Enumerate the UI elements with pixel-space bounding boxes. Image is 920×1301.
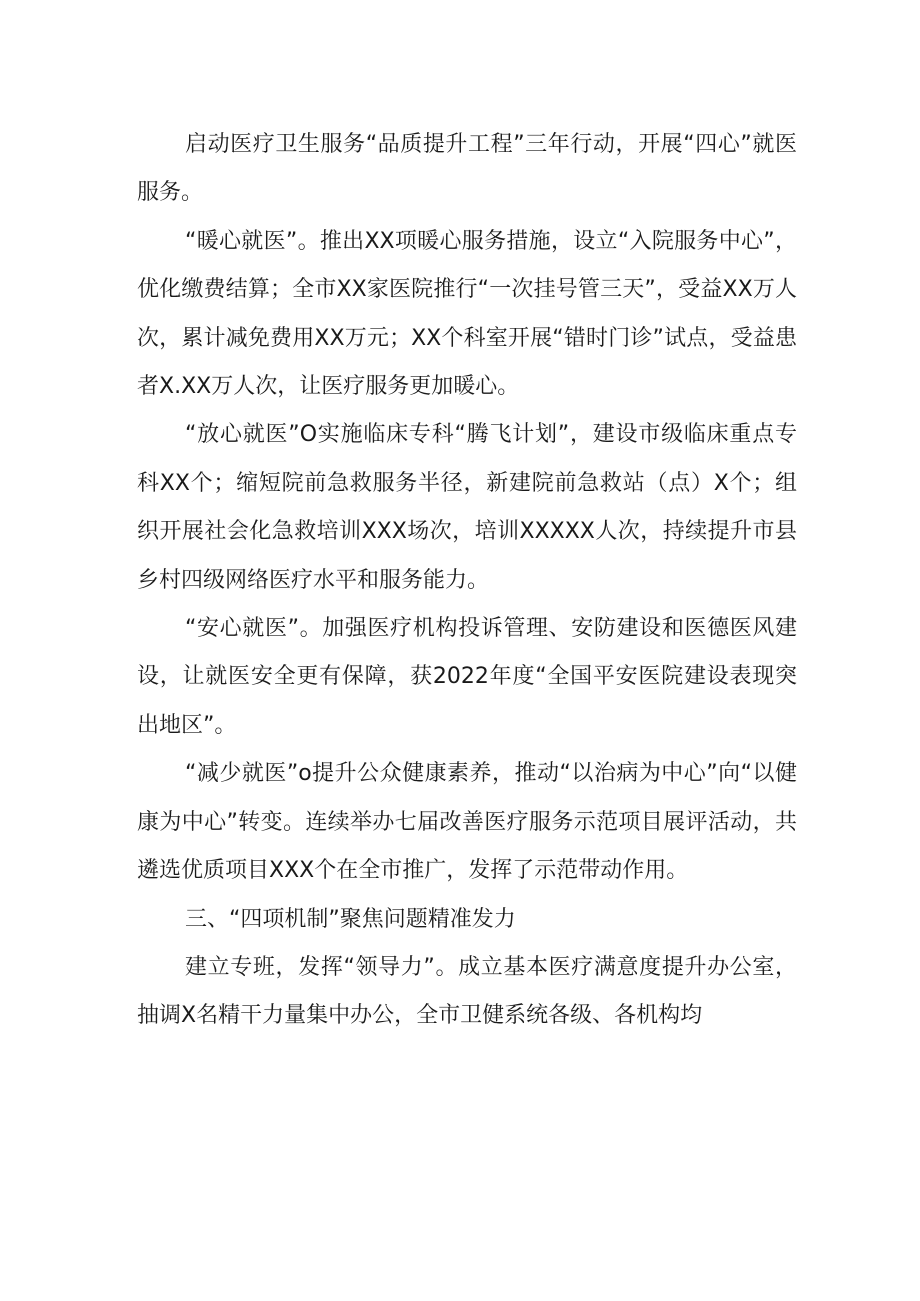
paragraph-intro: 启动医疗卫生服务“品质提升工程”三年行动，开展“四心”就医服务。 (137, 132, 797, 206)
paragraph-reduce-care: “减少就医”o提升公众健康素养，推动“以治病为中心”向“以健康为中心”转变。连续举办七届改善医疗服务示范项目展评活动，共遴选优质项目XXX个在全市推广，发挥了示范带动作用。 (137, 761, 797, 884)
paragraph-assured-care: “放心就医”O实施临床专科“腾飞计划”，建设市级临床重点专科XX个；缩短院前急救服务半径，新建院前急救站（点）X个；组织开展社会化急救培训XXX场次，培训XXXXX人次，持续提升市县乡村四级网络医疗水平和服务能力。 (137, 422, 797, 593)
document-body (137, 121, 797, 1041)
paragraph-task-force: 建立专班，发挥“领导力”。成立基本医疗满意度提升办公室，抽调X名精干力量集中办公，全市卫健系统各级、各机构均 (137, 954, 797, 1029)
paragraph-warm-care: “暖心就医”。推出XX项暖心服务措施，设立“入院服务中心”，优化缴费结算；全市XX家医院推行“一次挂号管三天”，受益XX万人次，累计减免费用XX万元；XX个科室开展“错时门诊”试点，受益患者X.XX万人次，让医疗服务更加暖心。 (137, 228, 797, 400)
section-heading: 三、“四项机制”聚焦问题精准发力 (185, 906, 516, 932)
paragraph-safe-care: “安心就医”。加强医疗机构投诉管理、安防建设和医德医风建设，让就医安全更有保障，获2022年度“全国平安医院建设表现突出地区”。 (137, 616, 797, 738)
